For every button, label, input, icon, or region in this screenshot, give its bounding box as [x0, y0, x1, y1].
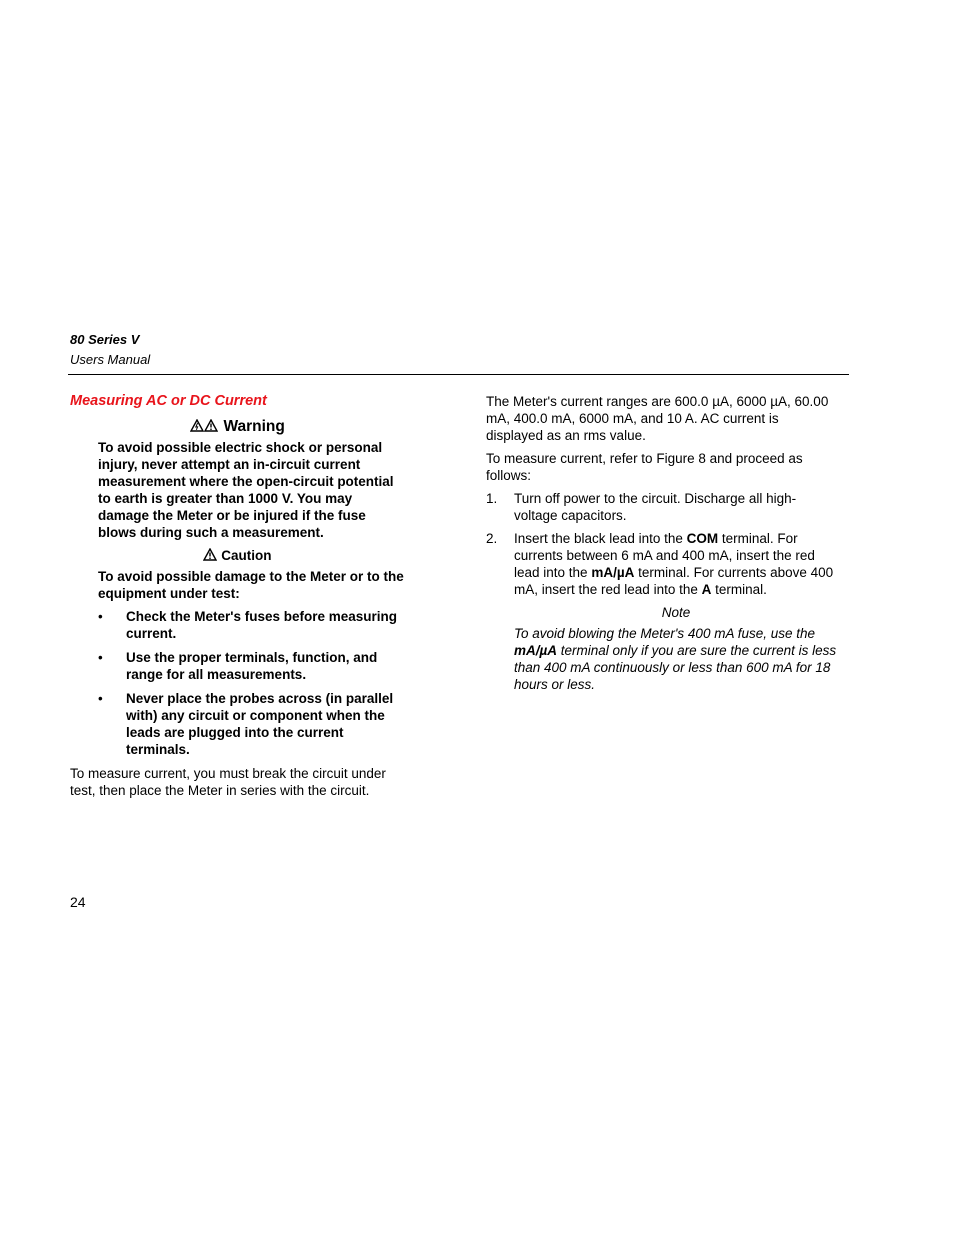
warning-text: To avoid possible electric shock or personal injury, never attempt an in-circuit current measurement where the open-circuit potential to earth is greater than 1000 V. You may damage the Meter or be injured if the fuse blows during such a measurement.: [98, 440, 394, 540]
header-rule: [68, 374, 849, 375]
step-text-part: terminal. For currents above 400 mA, insert the red lead into the: [514, 565, 834, 597]
section-title: Measuring AC or DC Current: [70, 393, 267, 409]
bullet-icon: •: [98, 691, 103, 706]
ma-ua-terminal-label: mA/µA: [591, 565, 635, 580]
warning-label: Warning: [223, 418, 285, 435]
hazard-triangle-icon: [190, 419, 204, 432]
bullet-icon: •: [98, 609, 103, 624]
note-body: [514, 625, 838, 693]
warning-triangle-icon: [204, 419, 218, 432]
step-text-part: terminal. For currents between 6 mA and 400 mA, insert the red lead into the: [514, 531, 815, 580]
list-item: [98, 608, 405, 642]
bullet-icon: •: [98, 650, 103, 665]
list-item: [98, 690, 405, 758]
bullet-text: Check the Meter's fuses before measuring current.: [126, 609, 398, 641]
procedure-steps: [486, 490, 838, 598]
com-terminal-label: COM: [686, 531, 719, 546]
bullet-text: Use the proper terminals, function, and range for all measurements.: [126, 650, 378, 682]
note-text-part: To avoid blowing the Meter's 400 mA fuse, use the: [514, 626, 816, 641]
page-number: 24: [70, 894, 86, 910]
right-column: [486, 393, 838, 693]
left-column: [70, 393, 405, 799]
a-terminal-label: A: [701, 582, 712, 597]
step-number: 1.: [486, 491, 498, 506]
caution-intro: To avoid possible damage to the Meter or to the equipment under test:: [98, 569, 404, 601]
list-item: [486, 530, 838, 598]
step-text-part: Insert the black lead into the: [514, 531, 687, 546]
manual-series-title: 80 Series V: [70, 332, 140, 347]
note-heading: Note: [661, 605, 691, 620]
caution-bullet-list: [98, 608, 405, 758]
list-item: [486, 490, 838, 524]
current-ranges-paragraph: The Meter's current ranges are 600.0 µA, 6000 µA, 60.00 mA, 400.0 mA, 6000 mA, and 10 A. AC current is displayed as an rms value.: [486, 394, 829, 443]
manual-subtitle: Users Manual: [70, 352, 151, 367]
bullet-text: Never place the probes across (in parallel with) any circuit or component when the leads are plugged into the current terminals.: [126, 691, 394, 757]
ma-ua-terminal-label: mA/µA: [514, 643, 558, 658]
list-item: [98, 649, 405, 683]
caution-heading: [70, 547, 405, 564]
step-number: 2.: [486, 531, 498, 546]
caution-label: Caution: [221, 548, 272, 563]
warning-heading: [70, 418, 405, 435]
left-closing-paragraph: To measure current, you must break the circuit under test, then place the Meter in series with the circuit.: [70, 766, 386, 798]
caution-triangle-icon: [203, 548, 217, 561]
step-text: Turn off power to the circuit. Discharge all high-voltage capacitors.: [514, 491, 797, 523]
note-text-part: terminal only if you are sure the current is less than 400 mA continuously or less than 600 mA for 18 hours or less.: [514, 643, 837, 692]
procedure-intro: To measure current, refer to Figure 8 and proceed as follows:: [486, 451, 803, 483]
step-text-part: terminal.: [711, 582, 767, 597]
